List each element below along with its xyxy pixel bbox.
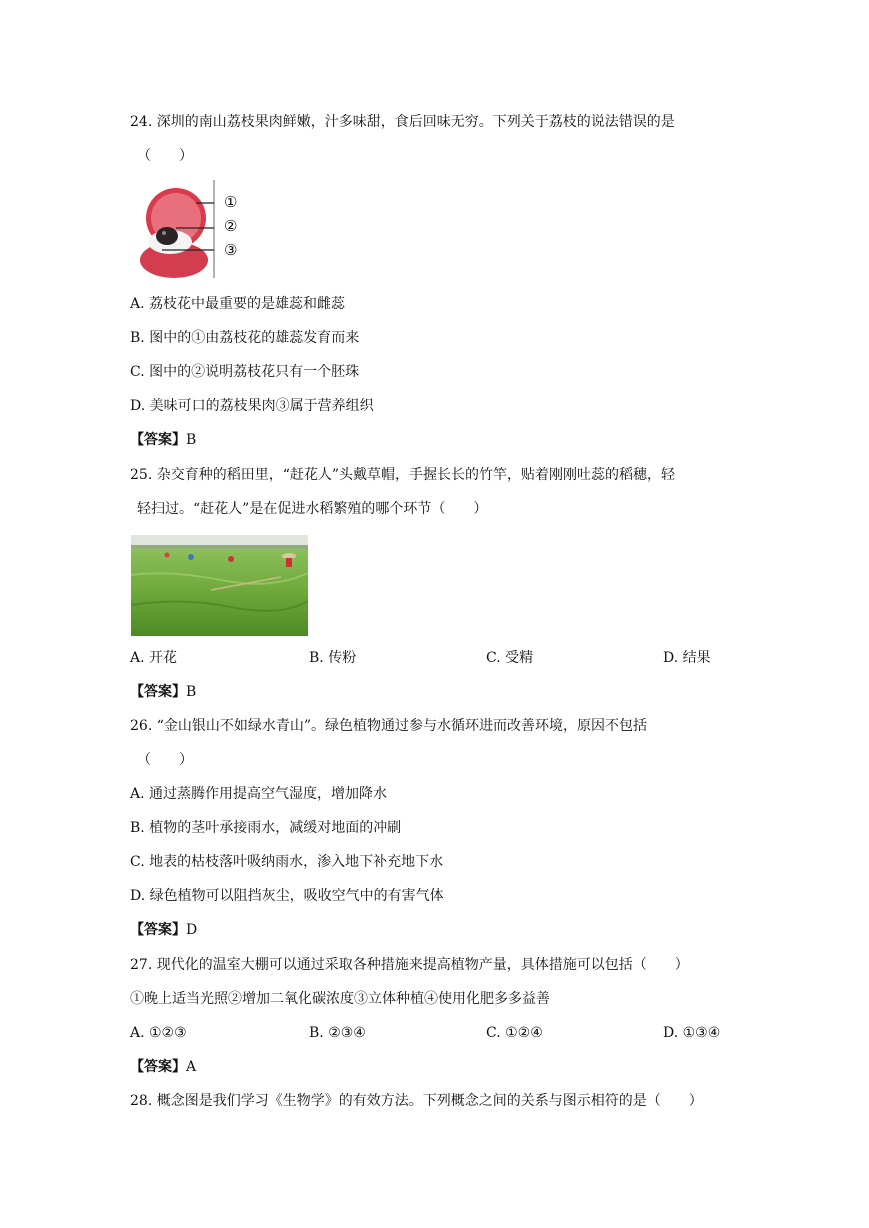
rice-field-photo	[131, 535, 308, 636]
answer-label: 【答案】	[130, 432, 186, 448]
figure-label-2: ②	[224, 217, 238, 235]
q27-option-c: C. ①②④	[486, 1025, 543, 1041]
answer-value: B	[186, 684, 197, 700]
q27-stem-line2: ①晚上适当光照②增加二氧化碳浓度③立体种植④使用化肥多多益善	[130, 991, 550, 1007]
q25-option-b: B. 传粉	[309, 650, 357, 666]
q24-option-c: C. 图中的②说明荔枝花只有一个胚珠	[130, 364, 360, 380]
q24-answer	[130, 430, 196, 450]
answer-label: 【答案】	[130, 684, 186, 700]
answer-label: 【答案】	[130, 1059, 186, 1075]
q25-stem-line2: 轻扫过。“赶花人”是在促进水稻繁殖的哪个环节（ ）	[137, 501, 488, 517]
figure-label-1: ①	[224, 193, 238, 211]
q25-option-d: D. 结果	[663, 650, 711, 666]
q28-stem-line1: 28. 概念图是我们学习《生物学》的有效方法。下列概念之间的关系与图示相符的是（ ）	[130, 1093, 703, 1109]
lychee-figure	[132, 180, 262, 280]
lychee-illustration	[132, 180, 222, 280]
answer-value: D	[186, 922, 198, 938]
q27-option-b: B. ②③④	[309, 1025, 366, 1041]
q25-stem-line1: 25. 杂交育种的稻田里，“赶花人”头戴草帽，手握长长的竹竿，贴着刚刚吐蕊的稻穗，轻	[130, 467, 676, 483]
q26-option-a: A. 通过蒸腾作用提高空气湿度，增加降水	[130, 786, 388, 802]
answer-value: A	[186, 1059, 197, 1075]
q26-option-b: B. 植物的茎叶承接雨水，减缓对地面的冲刷	[130, 820, 402, 836]
answer-label: 【答案】	[130, 922, 186, 938]
q24-stem-line1: 24. 深圳的南山荔枝果肉鲜嫩，汁多味甜，食后回味无穷。下列关于荔枝的说法错误的是	[130, 114, 675, 130]
q24-option-b: B. 图中的①由荔枝花的雄蕊发育而来	[130, 330, 360, 346]
figure-label-3: ③	[224, 241, 238, 259]
q25-option-a: A. 开花	[130, 650, 178, 666]
q24-option-a: A. 荔枝花中最重要的是雄蕊和雌蕊	[130, 296, 346, 312]
q27-option-a: A. ①②③	[130, 1025, 187, 1041]
q25-answer	[130, 682, 196, 702]
q27-option-d: D. ①③④	[663, 1025, 721, 1041]
q24-option-d: D. 美味可口的荔枝果肉③属于营养组织	[130, 398, 374, 414]
q26-stem-line1: 26. “金山银山不如绿水青山”。绿色植物通过参与水循环进而改善环境，原因不包括	[130, 718, 648, 734]
q25-option-c: C. 受精	[486, 650, 534, 666]
q27-answer	[130, 1057, 196, 1077]
q26-stem-line2: （ ）	[137, 752, 193, 768]
q26-answer	[130, 920, 197, 940]
q26-option-c: C. 地表的枯枝落叶吸纳雨水，渗入地下补充地下水	[130, 854, 444, 870]
answer-value: B	[186, 432, 197, 448]
q27-stem-line1: 27. 现代化的温室大棚可以通过采取各种措施来提高植物产量，具体措施可以包括（ ）	[130, 957, 689, 973]
q24-stem-line2: （ ）	[137, 148, 193, 164]
q26-option-d: D. 绿色植物可以阻挡灰尘，吸收空气中的有害气体	[130, 888, 444, 904]
